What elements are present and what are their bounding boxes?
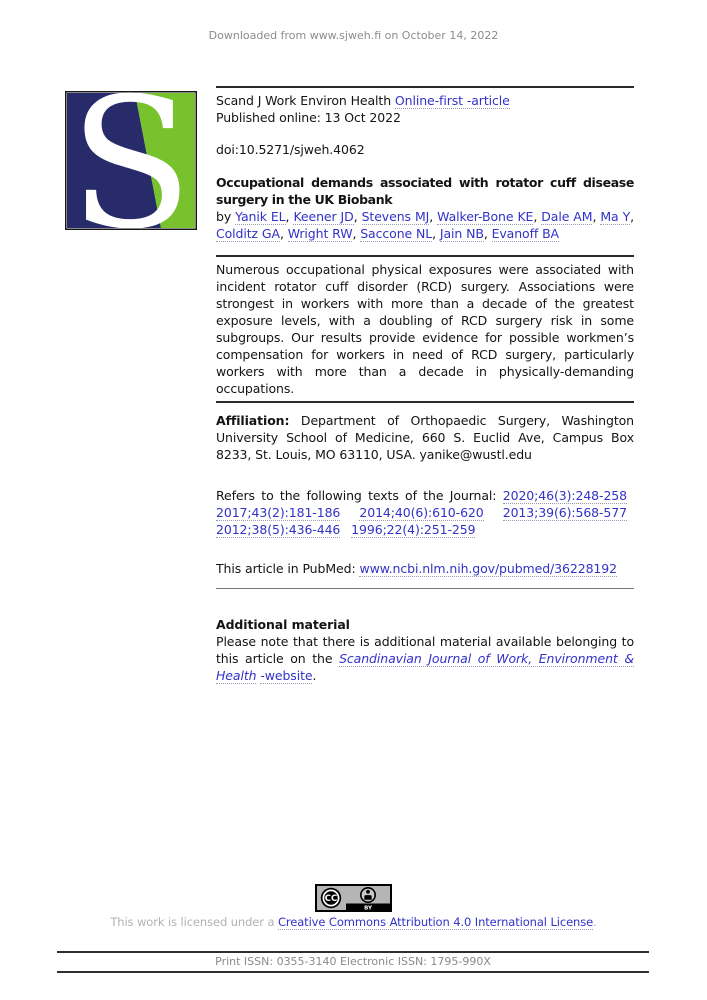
svg-text:CC: CC (324, 894, 338, 905)
citation-link[interactable]: 2020;46(3):248-258 (502, 488, 628, 503)
author-link[interactable]: Keener JD (293, 209, 354, 224)
issn-footer: Print ISSN: 0355-3140 Electronic ISSN: 1795-990X (57, 951, 649, 973)
author-separator: , (429, 209, 438, 224)
license-period: . (593, 915, 597, 929)
additional-material-paragraph (216, 633, 634, 684)
citation-link[interactable]: 2014;40(6):610-620 (359, 505, 484, 520)
pubmed-link[interactable]: www.ncbi.nlm.nih.gov/pubmed/36228192 (359, 561, 617, 576)
article-column (216, 86, 634, 684)
journal-name: Scand J Work Environ Health (216, 93, 392, 108)
download-watermark: Downloaded from www.sjweh.fi on October 14, 2022 (208, 29, 499, 42)
author-link[interactable]: Jain NB (439, 226, 484, 241)
author-separator: , (533, 209, 542, 224)
pubmed-label: This article in PubMed: (216, 561, 356, 576)
doi-line: doi:10.5271/sjweh.4062 (216, 142, 365, 157)
by-label: by (216, 209, 236, 224)
citation-link[interactable]: 1996;22(4):251-259 (351, 522, 476, 537)
abstract-text: Numerous occupational physical exposures were associated with incident rotator cuff disorder (RCD) surgery. Associations were strongest in workers with more than a decade of the greatest exposure levels, with a doubling of RCD surgery risk in some subgroups. Our results provide evidence for possible workmen’s compensation for workers in need of RCD surgery, particularly workers with more than a decade in physically-demanding occupations. (216, 262, 634, 396)
author-link[interactable]: Ma Y (600, 209, 631, 224)
abstract-bottom-rule (216, 401, 634, 403)
citation-link[interactable]: 2017;43(2):181-186 (216, 505, 341, 520)
author-separator: , (352, 226, 361, 241)
logo-letter: S (69, 91, 193, 230)
additional-material-heading: Additional material (216, 617, 350, 632)
author-list (216, 208, 634, 242)
affiliation-paragraph (216, 412, 634, 463)
pubmed-rule (216, 588, 634, 589)
author-separator: , (285, 209, 294, 224)
header-rule (216, 86, 634, 88)
author-link[interactable]: Colditz GA (216, 226, 280, 241)
license-block (0, 884, 707, 929)
additional-text: Please note that there is additional material available belonging to this article on the (216, 634, 634, 666)
author-link[interactable]: Saccone NL (360, 226, 433, 241)
author-separator: , (353, 209, 362, 224)
author-link[interactable]: Stevens MJ (361, 209, 430, 224)
refers-label: Refers to the following texts of the Journal: (216, 488, 497, 503)
author-separator: , (483, 226, 492, 241)
pubmed-line (216, 560, 634, 577)
published-line: Published online: 13 Oct 2022 (216, 110, 401, 125)
cc-by-badge[interactable] (315, 884, 392, 912)
refers-paragraph (216, 487, 634, 538)
citation-link[interactable]: 2013;39(6):568-577 (502, 505, 627, 520)
author-separator: , (630, 209, 634, 224)
author-link[interactable]: Yanik EL (235, 209, 286, 224)
license-text: This work is licensed under a (110, 915, 278, 929)
author-link[interactable]: Dale AM (541, 209, 593, 224)
author-separator: , (592, 209, 601, 224)
additional-period: . (312, 668, 317, 683)
author-separator: , (279, 226, 288, 241)
cc-license-link[interactable]: Creative Commons Attribution 4.0 International License (277, 915, 594, 929)
affiliation-text: Department of Orthopaedic Surgery, Washington University School of Medicine, 660 S. Euclid Ave, Campus Box 8233, St. Louis, MO 63110, USA. yanike@wustl.edu (216, 413, 634, 462)
author-link[interactable]: Evanoff BA (491, 226, 559, 241)
license-line (0, 915, 707, 929)
journal-logo-image (65, 91, 197, 230)
citation-link[interactable]: 2012;38(5):436-446 (216, 522, 341, 537)
article-title: Occupational demands associated with rotator cuff disease surgery in the UK Biobank (216, 175, 634, 207)
svg-text:BY: BY (364, 905, 372, 912)
website-suffix-link[interactable]: -website (260, 668, 313, 683)
journal-website-link[interactable]: Scandinavian Journal of Work, Environment & Health (216, 651, 634, 683)
abstract-top-rule (216, 255, 634, 257)
journal-logo (65, 91, 197, 234)
online-first-link[interactable]: Online-first -article (394, 93, 510, 108)
affiliation-label: Affiliation: (216, 413, 290, 428)
author-separator: , (432, 226, 440, 241)
journal-line (216, 92, 634, 109)
author-link[interactable]: Wright RW (287, 226, 353, 241)
author-link[interactable]: Walker-Bone KE (437, 209, 534, 224)
